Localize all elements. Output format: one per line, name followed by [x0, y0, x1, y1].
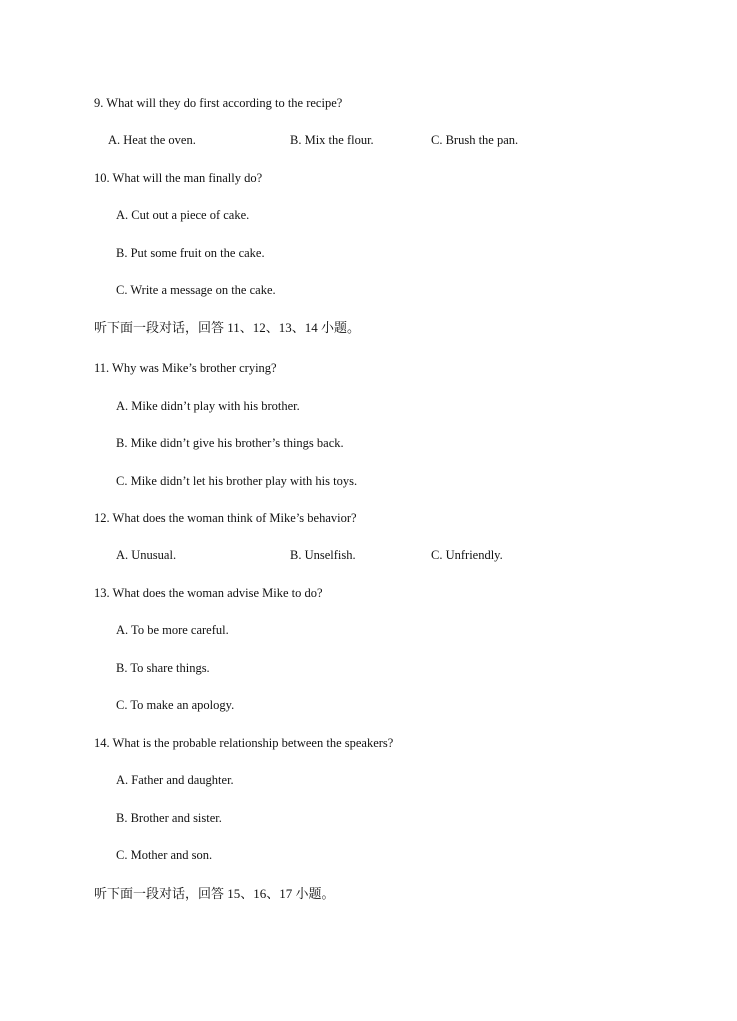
- question-10-option-a: A. Cut out a piece of cake.: [116, 208, 250, 222]
- section-instruction-11-14: 听下面一段对话，回答 11、12、13、14 小题。: [94, 320, 361, 335]
- question-9-stem: 9. What will they do first according to the recipe?: [94, 96, 343, 110]
- question-14-option-c: C. Mother and son.: [116, 848, 213, 862]
- question-12-option-b: B. Unselfish.: [290, 548, 356, 562]
- question-11-option-c: C. Mike didn’t let his brother play with his toys.: [116, 474, 358, 488]
- question-11-option-b: B. Mike didn’t give his brother’s things back.: [116, 436, 344, 450]
- question-12-stem: 12. What does the woman think of Mike’s behavior?: [94, 511, 357, 525]
- question-14-option-b: B. Brother and sister.: [116, 811, 222, 825]
- question-12-option-c: C. Unfriendly.: [431, 548, 503, 562]
- question-12-option-a: A. Unusual.: [116, 548, 177, 562]
- section-instruction-15-17: 听下面一段对话，回答 15、16、17 小题。: [94, 886, 335, 901]
- question-10-stem: 10. What will the man finally do?: [94, 171, 263, 185]
- question-10-option-c: C. Write a message on the cake.: [116, 283, 276, 297]
- question-13-option-c: C. To make an apology.: [116, 698, 235, 712]
- question-11-stem: 11. Why was Mike’s brother crying?: [94, 361, 277, 375]
- question-13-option-a: A. To be more careful.: [116, 623, 229, 637]
- question-10-option-b: B. Put some fruit on the cake.: [116, 246, 265, 260]
- question-13-stem: 13. What does the woman advise Mike to do?: [94, 586, 323, 600]
- question-9-option-c: C. Brush the pan.: [431, 133, 519, 147]
- question-9-option-b: B. Mix the flour.: [290, 133, 374, 147]
- question-14-option-a: A. Father and daughter.: [116, 773, 234, 787]
- question-11-option-a: A. Mike didn’t play with his brother.: [116, 399, 300, 413]
- question-9-option-a: A. Heat the oven.: [108, 133, 196, 147]
- question-14-stem: 14. What is the probable relationship between the speakers?: [94, 736, 394, 750]
- question-13-option-b: B. To share things.: [116, 661, 210, 675]
